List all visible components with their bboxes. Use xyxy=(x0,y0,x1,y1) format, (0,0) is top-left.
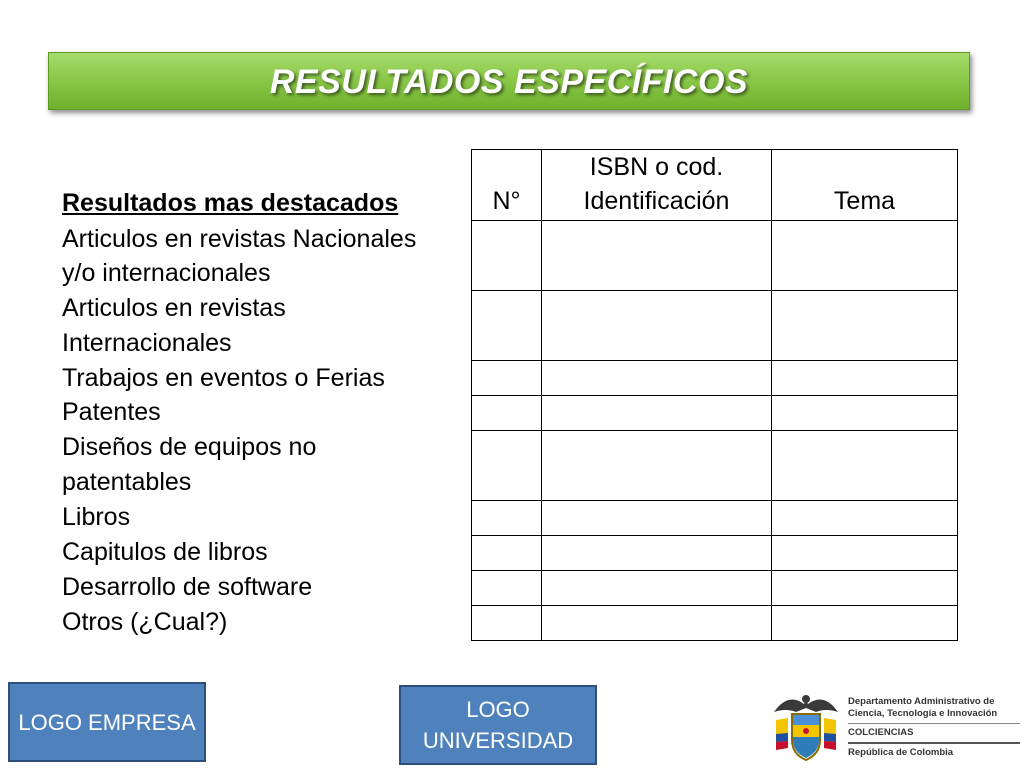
cell-n[interactable] xyxy=(472,431,542,501)
cell-n[interactable] xyxy=(472,221,542,291)
gov-line1: Departamento Administrativo de xyxy=(848,696,995,707)
cell-isbn[interactable] xyxy=(542,571,772,606)
cell-isbn[interactable] xyxy=(542,501,772,536)
cell-tema[interactable] xyxy=(772,571,958,606)
list-item: Diseños de equipos no xyxy=(62,433,317,461)
cell-n[interactable] xyxy=(472,396,542,431)
list-item: y/o internacionales xyxy=(62,259,271,287)
cell-isbn[interactable] xyxy=(542,431,772,501)
list-item: Patentes xyxy=(62,398,161,426)
cell-tema[interactable] xyxy=(772,396,958,431)
list-item: Articulos en revistas Nacionales xyxy=(62,225,417,253)
list-item: patentables xyxy=(62,468,192,496)
list-item: Articulos en revistas xyxy=(62,294,286,322)
logo-universidad-placeholder xyxy=(399,685,597,765)
gov-divider xyxy=(848,742,1020,744)
cell-tema[interactable] xyxy=(772,606,958,641)
table-row xyxy=(472,361,958,396)
list-item: Capitulos de libros xyxy=(62,538,268,566)
logo-empresa-placeholder xyxy=(8,682,206,762)
logo-empresa-label: LOGO EMPRESA xyxy=(18,709,196,735)
gov-line4: República de Colombia xyxy=(848,747,954,758)
colombia-crest-icon xyxy=(770,690,842,766)
gov-divider xyxy=(848,723,1020,724)
cell-n[interactable] xyxy=(472,536,542,571)
logo-universidad-line1: LOGO xyxy=(466,697,530,722)
table-row xyxy=(472,291,958,361)
colciencias-logo xyxy=(770,690,1024,768)
cell-n[interactable] xyxy=(472,361,542,396)
cell-tema[interactable] xyxy=(772,361,958,396)
header-tema: Tema xyxy=(772,150,958,221)
cell-n[interactable] xyxy=(472,606,542,641)
list-item: Desarrollo de software xyxy=(62,573,313,601)
list-header: Resultados mas destacados xyxy=(62,189,399,217)
table-row xyxy=(472,396,958,431)
page-title: RESULTADOS ESPECÍFICOS xyxy=(269,63,749,101)
table-row xyxy=(472,431,958,501)
header-isbn xyxy=(542,150,772,221)
cell-isbn[interactable] xyxy=(542,221,772,291)
header-n: N° xyxy=(472,150,542,221)
list-item: Trabajos en eventos o Ferias xyxy=(62,364,385,392)
cell-tema[interactable] xyxy=(772,536,958,571)
cell-isbn[interactable] xyxy=(542,361,772,396)
cell-isbn[interactable] xyxy=(542,536,772,571)
header-isbn-line1: ISBN o cod. xyxy=(589,153,724,181)
table-row xyxy=(472,501,958,536)
cell-tema[interactable] xyxy=(772,501,958,536)
gov-line3: COLCIENCIAS xyxy=(848,727,914,738)
cell-n[interactable] xyxy=(472,501,542,536)
cell-isbn[interactable] xyxy=(542,396,772,431)
cell-isbn[interactable] xyxy=(542,291,772,361)
results-table xyxy=(471,149,958,641)
cell-n[interactable] xyxy=(472,571,542,606)
table-row xyxy=(472,536,958,571)
cell-tema[interactable] xyxy=(772,221,958,291)
table-row xyxy=(472,606,958,641)
cell-isbn[interactable] xyxy=(542,606,772,641)
list-item: Libros xyxy=(62,503,131,531)
gov-line2: Ciencia, Tecnología e Innovación xyxy=(848,708,998,719)
list-item: Internacionales xyxy=(62,329,232,357)
cell-tema[interactable] xyxy=(772,431,958,501)
title-banner xyxy=(48,52,970,110)
table-row xyxy=(472,221,958,291)
table-row xyxy=(472,571,958,606)
table-header-row xyxy=(472,150,958,221)
header-isbn-line2: Identificación xyxy=(583,187,730,215)
colciencias-text xyxy=(848,696,1020,759)
cell-n[interactable] xyxy=(472,291,542,361)
logo-universidad-line2: UNIVERSIDAD xyxy=(422,728,574,753)
list-item: Otros (¿Cual?) xyxy=(62,608,228,636)
cell-tema[interactable] xyxy=(772,291,958,361)
